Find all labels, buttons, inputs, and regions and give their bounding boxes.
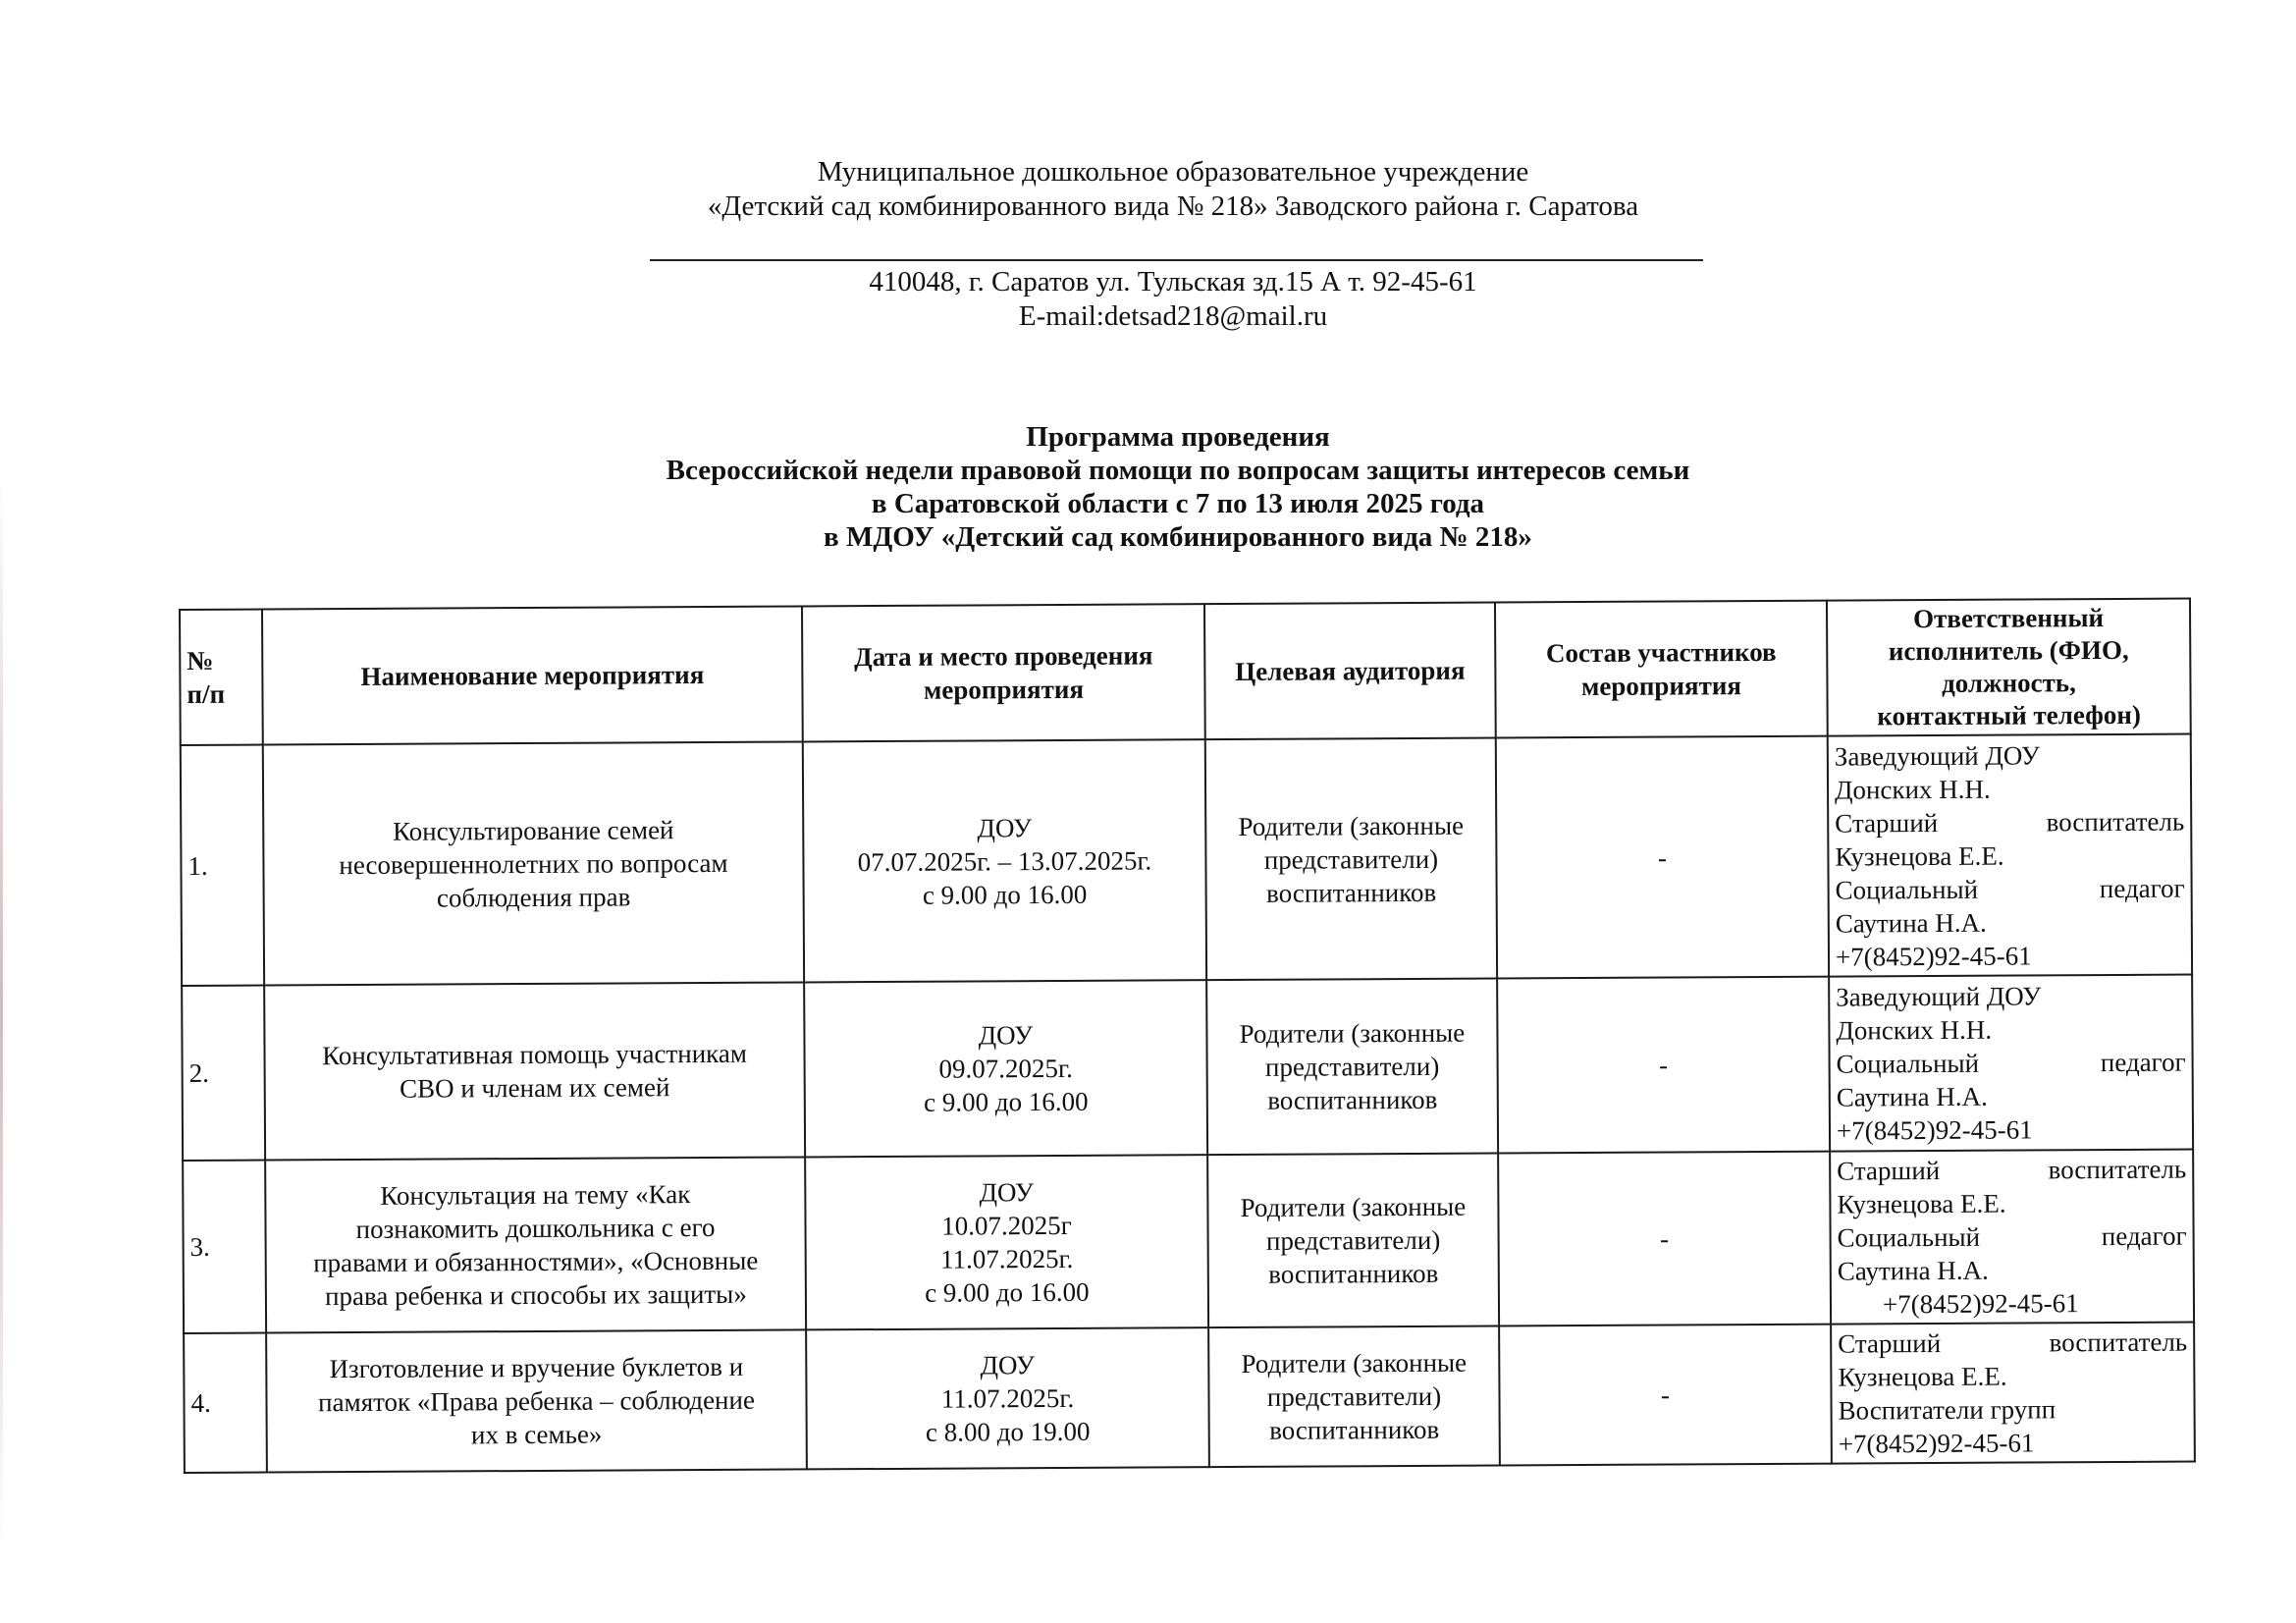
- program-table: [179, 598, 2196, 1474]
- header-event-name: Наименование мероприятия: [262, 606, 803, 744]
- document-title: [461, 420, 1895, 554]
- date-place-line: 11.07.2025г.: [940, 1382, 1075, 1414]
- event-name-line: Изготовление и вручение буклетов и: [329, 1351, 744, 1384]
- event-name-line: права ребенка и способы их защиты»: [324, 1278, 747, 1312]
- event-name: [266, 1329, 807, 1472]
- audience-line: представители): [1263, 843, 1439, 875]
- event-composition: -: [1499, 1325, 1832, 1466]
- event-audience: [1207, 1154, 1499, 1328]
- audience-line: воспитанников: [1266, 877, 1437, 908]
- responsible-line: Донских Н.Н.: [1836, 1014, 1993, 1046]
- responsible-phone: +7(8452)92-45-61: [1836, 1114, 2033, 1146]
- row-number: 3.: [183, 1161, 266, 1333]
- scan-edge-shadow: [0, 471, 3, 1551]
- header-composition: [1495, 601, 1828, 738]
- event-composition: -: [1496, 736, 1829, 979]
- responsible-line: Воспитатели групп: [1838, 1394, 2056, 1426]
- event-name-line: несовершеннолетних по вопросам: [339, 847, 728, 880]
- event-name: [263, 741, 804, 985]
- event-composition: -: [1497, 977, 1830, 1154]
- event-name-line: Консультативная помощь участникам: [322, 1038, 747, 1071]
- header-number: [180, 610, 263, 745]
- audience-line: представители): [1266, 1380, 1442, 1412]
- date-place-line: 10.07.2025г: [941, 1210, 1072, 1241]
- event-audience: [1208, 1325, 1500, 1467]
- event-name-line: познакомить дошкольника с его: [355, 1212, 716, 1245]
- date-place-line: с 9.00 до 16.00: [923, 1086, 1089, 1117]
- date-place-line: ДОУ: [978, 1020, 1034, 1051]
- responsible-line: Старший воспитатель: [1835, 806, 2185, 839]
- header-date-place: [802, 604, 1205, 741]
- event-name-line: СВО и членам их семей: [399, 1072, 670, 1104]
- responsible-line: Социальный педагог: [1837, 1220, 2187, 1253]
- date-place-line: ДОУ: [980, 1350, 1036, 1380]
- audience-line: Родители (законные: [1238, 810, 1465, 841]
- event-responsible: [1829, 975, 2193, 1152]
- header-composition-line-2: мероприятия: [1580, 671, 1742, 702]
- header-number-line-2: п/п: [187, 678, 226, 709]
- event-name-line: правами и обязанностями», «Основные: [313, 1245, 759, 1278]
- title-line-3: в Саратовской области с 7 по 13 июля 2025 года: [871, 488, 1485, 519]
- header-date-line-1: Дата и место проведения: [854, 640, 1153, 673]
- organization-contacts: [609, 265, 1737, 334]
- row-number: 2.: [182, 986, 265, 1161]
- table-row: [184, 1323, 2195, 1473]
- responsible-line: Кузнецова Е.Е.: [1837, 1188, 2006, 1219]
- header-audience: Целевая аудитория: [1204, 603, 1496, 740]
- responsible-line: Заведующий ДОУ: [1836, 981, 2042, 1012]
- responsible-line: Социальный педагог: [1835, 873, 2185, 905]
- email-line: E-mail:detsad218@mail.ru: [1018, 300, 1328, 332]
- date-place-line: 09.07.2025г.: [938, 1053, 1073, 1084]
- event-date-place: [803, 739, 1206, 982]
- audience-line: воспитанников: [1267, 1084, 1438, 1115]
- table-header-row: [180, 599, 2191, 745]
- event-name-line: памяток «Права ребенка – соблюдение: [318, 1384, 755, 1418]
- event-audience: [1206, 979, 1498, 1156]
- responsible-line: Старший воспитатель: [1838, 1326, 2188, 1359]
- header-responsible-line-4: контактный телефон): [1877, 699, 2141, 731]
- event-responsible: [1828, 734, 2192, 977]
- event-responsible: [1831, 1323, 2195, 1464]
- audience-line: воспитанников: [1268, 1258, 1439, 1289]
- event-audience: [1205, 738, 1497, 981]
- date-place-line: с 9.00 до 16.00: [922, 879, 1088, 910]
- responsible-line: Саутина Н.А.: [1837, 1255, 1989, 1286]
- date-place-line: ДОУ: [977, 812, 1033, 842]
- responsible-line: Кузнецова Е.Е.: [1838, 1361, 2007, 1392]
- date-place-line: ДОУ: [979, 1177, 1035, 1208]
- table-row: [183, 1150, 2194, 1333]
- date-place-line: 07.07.2025г. – 13.07.2025г.: [857, 844, 1152, 877]
- audience-line: воспитанников: [1269, 1414, 1440, 1445]
- date-place-line: 11.07.2025г.: [939, 1243, 1074, 1274]
- responsible-phone: +7(8452)92-45-61: [1838, 1428, 2035, 1459]
- audience-line: представители): [1264, 1051, 1440, 1082]
- responsible-line: Саутина Н.А.: [1835, 907, 1987, 939]
- event-name: [265, 1157, 806, 1332]
- audience-line: представители): [1265, 1224, 1441, 1256]
- title-line-1: Программа проведения: [1026, 421, 1330, 453]
- date-place-line: с 9.00 до 16.00: [925, 1276, 1090, 1308]
- header-number-line-1: №: [187, 645, 214, 676]
- event-name-line: Консультация на тему «Как: [380, 1179, 691, 1211]
- event-name-line: их в семье»: [470, 1419, 603, 1450]
- header-composition-line-1: Состав участников: [1545, 636, 1777, 669]
- header-date-line-2: мероприятия: [923, 674, 1085, 705]
- event-date-place: [806, 1327, 1209, 1469]
- organization-header: [609, 155, 1737, 224]
- responsible-line: Кузнецова Е.Е.: [1835, 840, 2004, 872]
- table-row: [182, 975, 2193, 1161]
- event-responsible: [1830, 1150, 2194, 1325]
- responsible-phone: +7(8452)92-45-61: [1882, 1288, 2079, 1320]
- header-divider: [650, 259, 1703, 261]
- header-responsible: [1827, 599, 2191, 736]
- responsible-line: Саутина Н.А.: [1836, 1081, 1988, 1112]
- event-name-line: соблюдения прав: [436, 881, 631, 913]
- responsible-line: Донских Н.Н.: [1834, 774, 1991, 805]
- responsible-line: Социальный педагог: [1836, 1047, 2186, 1079]
- address-line: 410048, г. Саратов ул. Тульская зд.15 А т. 92-45-61: [869, 266, 1477, 298]
- header-responsible-line-1: Ответственный: [1913, 603, 2105, 634]
- header-responsible-line-3: должность,: [1941, 668, 2076, 698]
- row-number: 1.: [181, 745, 264, 986]
- event-date-place: [805, 1155, 1208, 1329]
- title-line-4: в МДОУ «Детский сад комбинированного вида № 218»: [824, 521, 1532, 553]
- event-name: [264, 982, 805, 1160]
- event-composition: -: [1498, 1152, 1831, 1326]
- audience-line: Родители (законные: [1239, 1017, 1466, 1049]
- org-name-line-2: «Детский сад комбинированного вида № 218» Заводского района г. Саратова: [707, 190, 1639, 222]
- responsible-line: Старший воспитатель: [1837, 1154, 2187, 1186]
- audience-line: Родители (законные: [1241, 1347, 1468, 1379]
- title-line-2: Всероссийской недели правовой помощи по вопросам защиты интересов семьи: [666, 455, 1690, 486]
- org-name-line-1: Муниципальное дошкольное образовательное учреждение: [817, 156, 1529, 188]
- table-row: [181, 734, 2192, 986]
- audience-line: Родители (законные: [1240, 1191, 1467, 1222]
- event-date-place: [804, 980, 1207, 1157]
- row-number: 4.: [184, 1333, 267, 1473]
- responsible-phone: +7(8452)92-45-61: [1835, 940, 2032, 972]
- header-responsible-line-2: исполнитель (ФИО,: [1888, 634, 2129, 667]
- date-place-line: с 8.00 до 19.00: [925, 1416, 1091, 1447]
- responsible-line: Заведующий ДОУ: [1834, 739, 2041, 772]
- event-name-line: Консультирование семей: [392, 814, 674, 846]
